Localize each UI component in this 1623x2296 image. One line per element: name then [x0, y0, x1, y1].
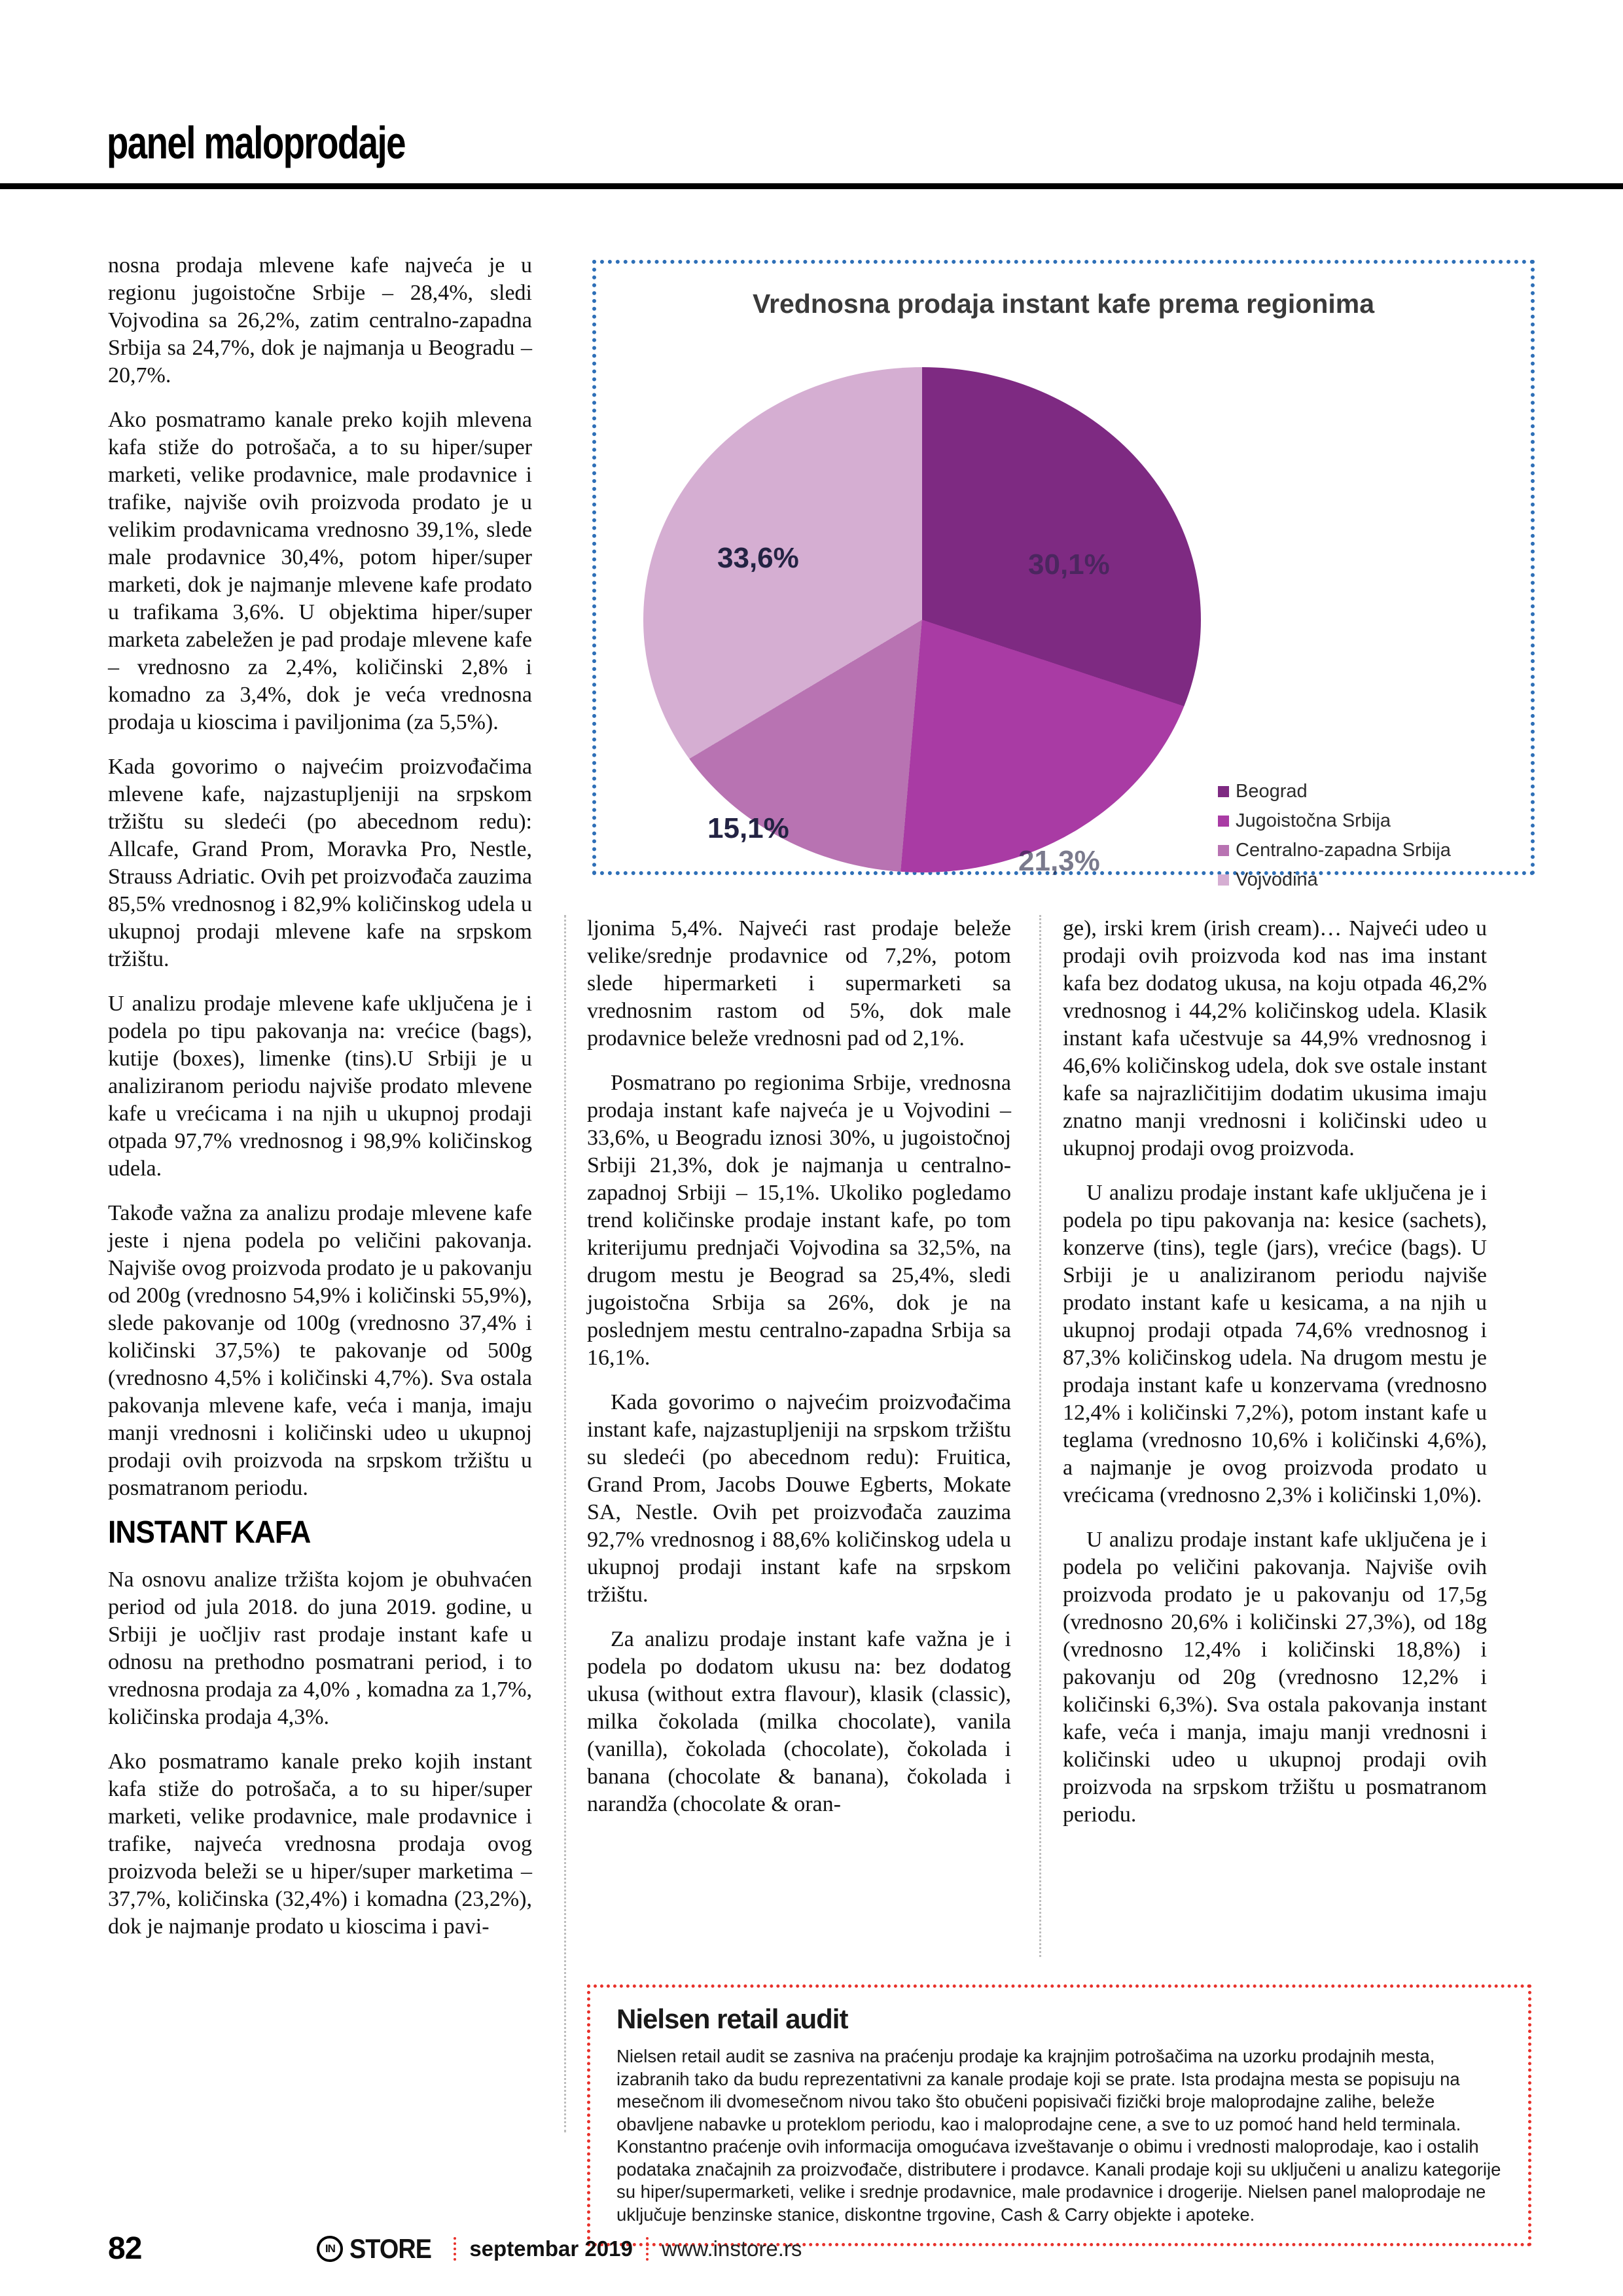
legend-item	[1218, 840, 1451, 861]
section-heading-instant-kafa: INSTANT KAFA	[108, 1515, 311, 1550]
nielsen-box-title: Nielsen retail audit	[616, 2003, 848, 2034]
paragraph: U analizu prodaje mlevene kafe uključena je i podela po tipu pakovanja na: vrećice (bags), kutije (boxes), limenke (tins).U Srbiji je u analiziranom periodu najviše prodato mlevene kafe u vrećicama i na njih u ukupnoj prodaji otpada 97,7% vrednosnog i 98,9% količinskog udela.	[108, 992, 532, 1181]
legend-swatch-vojvodina	[1218, 874, 1229, 886]
pie-chart	[643, 367, 1201, 872]
column-separator	[564, 915, 566, 2132]
paragraph: Kada govorimo o najvećim proizvođačima instant kafe, najzastupljeniji na srpskom tržištu su sledeći (po abecednom redu): Fruitica, Grand Prom, Jacobs Douwe Egberts, Mokate SA, Nestle. Ovih pet proizvođača zauzima 92,7% vrednosnog i 88,6% količinskog udela u ukupnoj prodaji instant kafe na srpskom tržištu.	[587, 1390, 1011, 1607]
column-separator	[1039, 915, 1041, 1957]
footer-issue-date: septembar 2019	[469, 2236, 633, 2261]
paragraph: ljonima 5,4%. Najveći rast prodaje beleže velike/srednje prodavnice od 7,2%, potom slede hipermarketi i supermarketi sa vrednosnim rastom od 5%, dok male prodavnice beleže vrednosni pad od 2,1%.	[587, 916, 1011, 1050]
paragraph: Ako posmatramo kanale preko kojih instant kafa stiže do potrošača, a to su hiper/super marketi, velike prodavnice, male prodavnice i trafike, najveća vrednosna prodaja ovog proizvoda beleži se u hiper/super marketima – 37,7%, količinska (32,4%) i komadna (23,2%), dok je najmanje prodato u kioscima i pavi-	[108, 1749, 532, 1939]
pie-label-centralno-zapadna: 15,1%	[707, 812, 789, 844]
paragraph: Za analizu prodaje instant kafe važna je i podela po dodatom ukusu na: bez dodatog ukusa (without extra flavour), klasik (classic), milka čokolada (milka chocolate), vanila (vanilla), čokolada (chocolate), čokolada i banana (chocolate & banana), čokolada i narandža (chocolate & oran-	[587, 1627, 1011, 1816]
paragraph: Ako posmatramo kanale preko kojih mlevena kafa stiže do potrošača, a to su hiper/super marketi, velike prodavnice, male prodavnice i trafike, najviše ovih proizvoda prodato je u velikim prodavnicama vrednosno 39,1%, slede male prodavnice 30,4%, potom hiper/super marketi, dok je najmanje mlevene kafe prodato u trafikama 3,6%. U objektima hiper/super marketa zabeležen je pad prodaje mlevene kafe – vrednosno za 2,4%, količinski 2,8% i komadno za 3,4%, dok je veća vrednosna prodaja u kioscima i paviljonima (za 5,5%).	[108, 408, 532, 734]
paragraph: Na osnovu analize tržišta kojom je obuhvaćen period od jula 2018. do juna 2019. godine, u Srbiji je uočljiv rast prodaje instant kafe u odnosu na prethodno posmatrani period, i to vrednosna prodaja za 4,0% , komadna za 1,7%, količinska prodaja 4,3%.	[108, 1568, 532, 1729]
paragraph: ge), irski krem (irish cream)… Najveći udeo u prodaji ovih proizvoda kod nas ima instant kafa bez dodatog ukusa, na koju otpada 46,2% vrednosnog i 44,2% količinskog udela. Klasik instant kafa učestvuje sa 44,9% vrednosnog i 46,6% količinskog udela, dok sve ostale instant kafe sa najrazličitijim dodatim ukusima imaju znatno manji vrednosni i količinski udeo u ukupnoj prodaji ovog proizvoda.	[1063, 916, 1487, 1160]
paragraph: U analizu prodaje instant kafe uključena je i podela po veličini pakovanja. Najviše ovih proizvoda prodato je u pakovanju od 17,5g (vrednosno 20,6% i količinski 27,3%), od 18g (vrednosno 12,4% i količinski 18,8%) i pakovanju od 20g (vrednosno 12,2% i količinski 6,3%). Sva ostala pakovanja instant kafe, veća i manja, imaju manji vrednosni i količinski udeo u ukupnoj prodaji ovih proizvoda na srpskom tržištu u posmatranom periodu.	[1063, 1528, 1487, 1827]
paragraph: nosna prodaja mlevene kafe najveća je u regionu jugoistočne Srbije – 28,4%, sledi Vojvodina sa 26,2%, zatim centralno-zapadna Srbija sa 24,7%, dok je najmanja u Beogradu – 20,7%.	[108, 253, 532, 387]
nielsen-box-body: Nielsen retail audit se zasniva na praćenju prodaje ka krajnjim potrošačima na uzorku prodajnih mesta, izabranih tako da budu reprezentativni za kanale prodaje koji se prate. Ista prodajna mesta se popisuju na mesečnom ili dvomesečnom nivou tako što obučeni popisivači fizički broje maloprodajne zalihe, beleže obavljene nabavke u proteklom periodu, kao i maloprodajne cene, a sve to uz pomoć hand held terminala. Konstantno praćenje ovih informacija omogućava izveštavanje o obimu i vrednosti maloprodaje, kao i ostalih podataka značajnih za proizvođače, distributere i prodavce. Kanali prodaje koji su uključeni u analizu kategorije su hiper/supermarketi, velike i srednje prodavnice, male prodavnice i drogerije. Nielsen panel maloprodaje ne uključuje benzinske stanice, diskontne trgovine, Cash & Carry objekte i apoteke.	[616, 2046, 1501, 2225]
paragraph: Posmatrano po regionima Srbije, vrednosna prodaja instant kafe najveća je u Vojvodini – 33,6%, u Beogradu iznosi 30%, u jugoistočnoj Srbiji 21,3%, dok je najmanja u centralno-zapadnoj Srbiji – 15,1%. Ukoliko pogledamo trend količinske prodaje instant kafe, po tom kriterijumu prednjači Vojvodina sa 32,5%, na drugom mestu je Beograd sa 25,4%, sledi jugoistočna Srbija sa 26%, dok je na poslednjem mestu centralno-zapadna Srbija sa 16,1%.	[587, 1071, 1011, 1370]
text-column-2	[587, 915, 1011, 1835]
legend-label: Vojvodina	[1236, 869, 1318, 890]
pie-chart-box	[592, 260, 1535, 890]
page-title: panel maloprodaje	[107, 117, 405, 168]
page-number: 82	[108, 2231, 142, 2266]
chart-legend	[1218, 781, 1451, 899]
header-rule	[0, 183, 1623, 189]
legend-item	[1218, 869, 1451, 891]
page-footer	[108, 2231, 1515, 2267]
instore-logo-icon: IN	[317, 2236, 343, 2262]
legend-item	[1218, 810, 1451, 832]
text-column-3	[1063, 915, 1487, 1846]
legend-item	[1218, 781, 1451, 802]
instore-logo	[317, 2233, 440, 2265]
footer-separator	[454, 2237, 456, 2261]
legend-label: Jugoistočna Srbija	[1236, 810, 1391, 831]
legend-swatch-jugoistocna	[1218, 816, 1229, 827]
legend-swatch-beograd	[1218, 786, 1229, 797]
legend-label: Beograd	[1236, 781, 1308, 802]
pie-label-jugoistocna: 21,3%	[1018, 845, 1100, 877]
paragraph: Kada govorimo o najvećim proizvođačima mlevene kafe, najzastupljeniji na srpskom tržištu su sledeći (po abecednom redu): Allcafe, Grand Prom, Moravka Pro, Nestle, Strauss Adriatic. Ovih pet proizvođača zauzima 85,5% vrednosnog i 82,9% količinskog udela u ukupnoj prodaji mlevene kafe na srpskom tržištu.	[108, 755, 532, 971]
footer-website: www.instore.rs	[661, 2236, 802, 2261]
paragraph: Takođe važna za analizu prodaje mlevene kafe jeste i njena podela po veličini pakovanja. Najviše ovog proizvoda prodato je u pakovanju od 200g (vrednosno 54,9% i količinski 55,9%), slede pakovanje od 100g (vrednosno 37,4% i količinski 37,5%) te pakovanje od 500g (vrednosno 4,5% i količinski 4,7%). Sva ostala pakovanja mlevene kafe, veća i manja, imaju manji vrednosni i količinski udeo u ukupnoj prodaji ovih proizvoda na srpskom tržištu u posmatranom periodu.	[108, 1201, 532, 1500]
legend-swatch-centralno-zapadna	[1218, 845, 1229, 856]
pie-label-beograd: 30,1%	[1028, 548, 1110, 581]
nielsen-retail-audit-box	[587, 1984, 1531, 2246]
chart-title: Vrednosna prodaja instant kafe prema regionima	[752, 289, 1375, 319]
paragraph: U analizu prodaje instant kafe uključena je i podela po tipu pakovanja na: kesice (sachets), konzerve (tins), tegle (jars), vrećice (bags). U Srbiji je u analiziranom periodu najviše prodato instant kafe u kesicama, a na njih u ukupnoj prodaji otpada 74,6% vrednosnog i 87,3% količinskog udela. Na drugom mestu je prodaja instant kafe u konzervama (vrednosno 12,4% i količinski 7,2%), potom instant kafe u teglama (vrednosno 10,6% i količinski 4,6%), a najmanje je ovog proizvoda prodato u vrećicama (vrednosno 2,3% i količinski 1,0%).	[1063, 1181, 1487, 1507]
legend-label: Centralno-zapadna Srbija	[1236, 840, 1451, 861]
instore-logo-text: STORE	[349, 2233, 432, 2264]
text-column-1	[108, 252, 532, 1958]
footer-separator	[646, 2237, 649, 2261]
pie-label-vojvodina: 33,6%	[717, 542, 799, 574]
